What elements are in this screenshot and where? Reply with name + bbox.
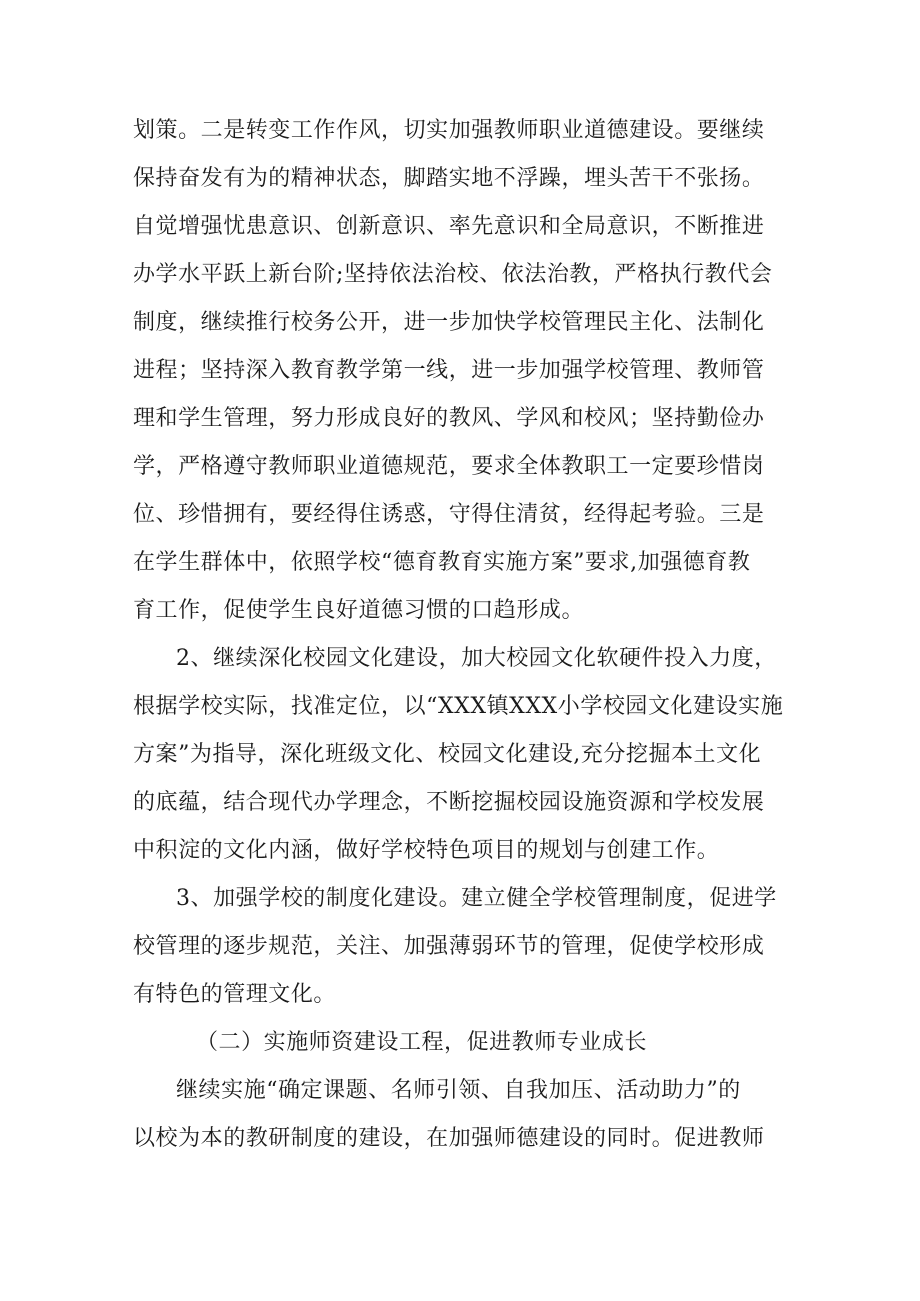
text-line: 学，严格遵守教师职业道德规范，要求全体教职工一定要珍惜岗: [133, 454, 765, 479]
text-line: 的底蕴，结合现代办学理念，不断挖掘校园设施资源和学校发展: [133, 790, 765, 815]
text-line: 保持奋发有为的精神状态，脚踏实地不浮躁，埋头苦干不张扬。: [133, 166, 765, 191]
paragraph-4-first-line: 继续实施“确定课题、名师引领、自我加压、活动助力”的: [176, 1078, 741, 1103]
text-line: 位、珍惜拥有，要经得住诱惑，守得住清贫，经得起考验。三是: [133, 502, 765, 527]
text-line: 中积淀的文化内涵，做好学校特色项目的规划与创建工作。: [133, 838, 720, 863]
text-line: 进程；坚持深入教育教学第一线，进一步加强学校管理、教师管: [133, 358, 765, 383]
text-line: 有特色的管理文化。: [133, 982, 336, 1007]
text-line: 校管理的逐步规范，关注、加强薄弱环节的管理，促使学校形成: [133, 934, 765, 959]
text-line: 理和学生管理，努力形成良好的教风、学风和校风；坚持勤俭办: [133, 406, 765, 431]
section-heading: （二）实施师资建设工程，促进教师专业成长: [196, 1030, 648, 1055]
text-line: 办学水平跃上新台阶;坚持依法治校、依法治教，严格执行教代会: [133, 262, 773, 287]
text-line: 育工作，促使学生良好道德习惯的口趋形成。: [133, 598, 585, 623]
text-line: 制度，继续推行校务公开，进一步加快学校管理民主化、法制化: [133, 310, 765, 335]
text-line: 根据学校实际，找准定位，以“XXX镇XXX小学校园文化建设实施: [133, 694, 784, 719]
text-line: 划策。二是转变工作作风，切实加强教师职业道德建设。要继续: [133, 118, 765, 143]
text-line: 以校为本的教研制度的建设，在加强师德建设的同时。促进教师: [133, 1126, 765, 1151]
paragraph-3-first-line: 3、加强学校的制度化建设。建立健全学校管理制度，促进学: [176, 886, 777, 911]
text-line: 自觉增强忧患意识、创新意识、率先意识和全局意识，不断推进: [133, 214, 765, 239]
text-line: 方案”为指导，深化班级文化、校园文化建设,充分挖掘本土文化: [133, 742, 762, 767]
text-line: 在学生群体中，依照学校“德育教育实施方案”要求,加强德育教: [133, 550, 751, 575]
paragraph-2-first-line: 2、继续深化校园文化建设，加大校园文化软硬件投入力度，: [176, 646, 777, 671]
